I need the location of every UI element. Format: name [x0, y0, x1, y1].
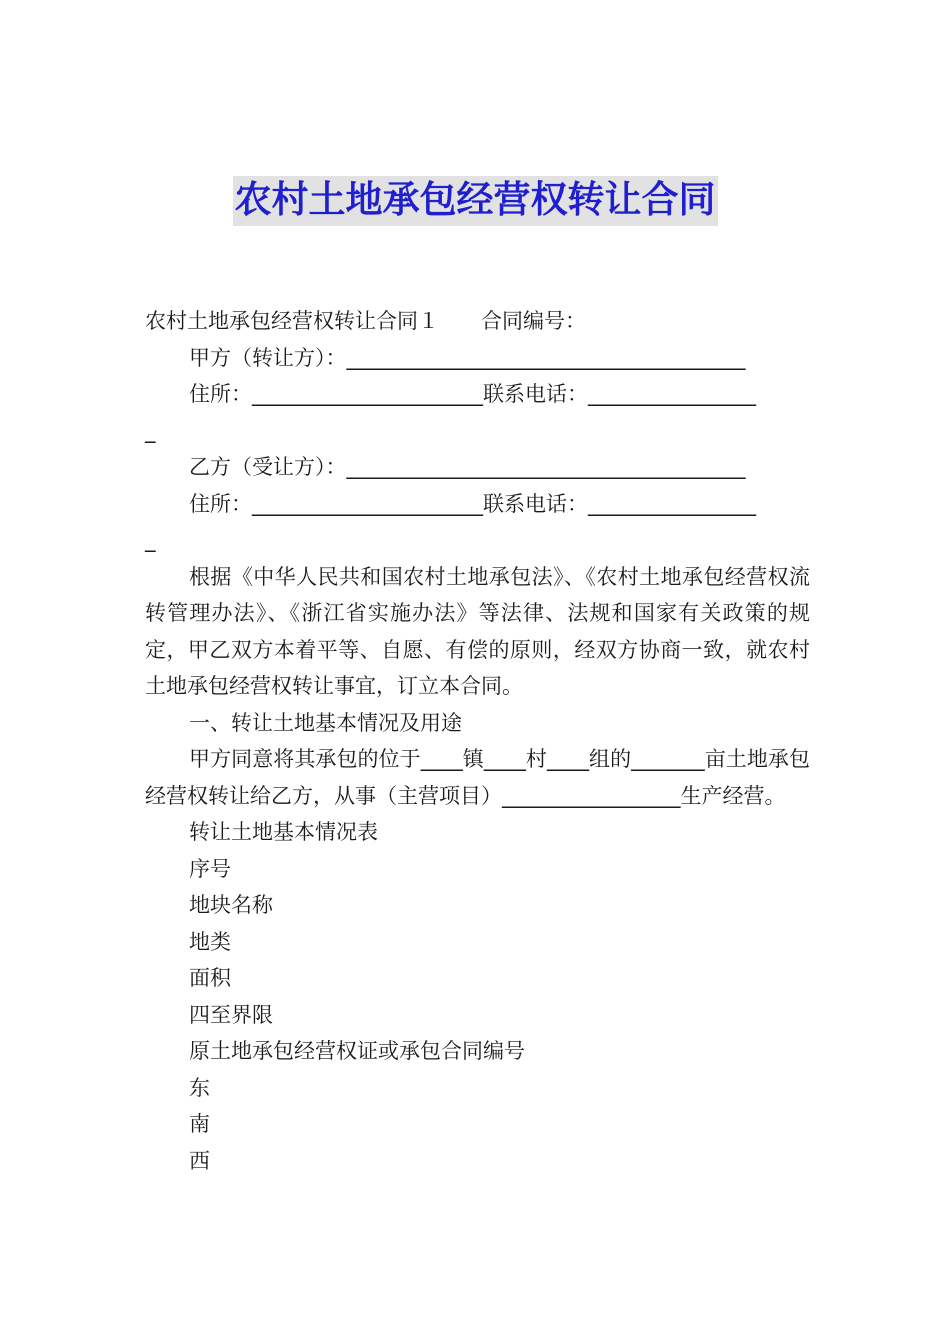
document-body: [145, 303, 810, 1179]
table-item: 西: [189, 1148, 210, 1173]
section-1-paragraph: 甲方同意将其承包的位于____镇____村____组的_______亩土地承包经营权转让给乙方，从事（主营项目）_________________生产经营。: [145, 747, 810, 808]
table-item: 面积: [189, 966, 231, 990]
table-item: 四至界限: [189, 1002, 273, 1027]
address-b-line: 住所：______________________联系电话：________________: [189, 491, 756, 516]
header-line: 农村土地承包经营权转让合同１ 合同编号：: [145, 309, 586, 333]
table-item: 序号: [189, 856, 231, 881]
table-item: 地类: [189, 929, 231, 954]
title-container: [0, 176, 950, 226]
table-item: 东: [189, 1075, 210, 1100]
table-item: 地块名称: [189, 893, 273, 917]
address-b-continuation: _: [145, 528, 156, 552]
address-a-continuation: _: [145, 418, 156, 443]
document-title: 农村土地承包经营权转让合同: [233, 176, 718, 226]
table-item: 南: [189, 1112, 210, 1136]
table-title: 转让土地基本情况表: [189, 820, 378, 844]
preamble-paragraph: 根据《中华人民共和国农村土地承包法》、《农村土地承包经营权流转管理办法》、《浙江省实施办法》等法律、法规和国家有关政策的规定，甲乙双方本着平等、自愿、有偿的原则，经双方协商一致，就农村土地承包经营权转让事宜，订立本合同。: [145, 564, 810, 698]
address-a-line: 住所：______________________联系电话：________________: [189, 382, 756, 406]
party-b-line: 乙方（受让方）：______________________________________: [189, 455, 746, 479]
party-a-line: 甲方（转让方）：______________________________________: [189, 345, 746, 370]
table-item: 原土地承包经营权证或承包合同编号: [189, 1039, 525, 1063]
section-1-heading: 一、转让土地基本情况及用途: [189, 710, 462, 735]
